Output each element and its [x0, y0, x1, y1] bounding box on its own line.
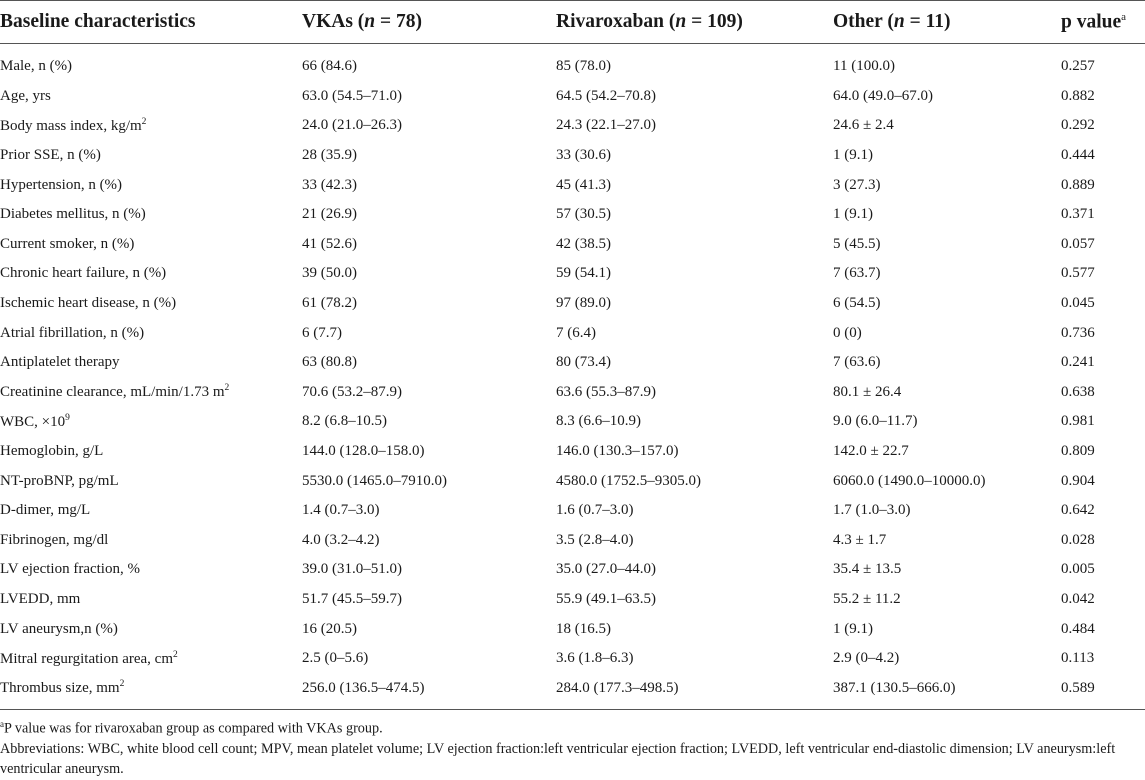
cell-characteristic: [0, 378, 302, 408]
cell-vkas: 63.0 (54.5–71.0): [302, 87, 402, 104]
cell-p-value: 0.638: [1061, 383, 1095, 400]
cell-characteristic: [0, 259, 302, 289]
cell-rivaroxaban: 3.5 (2.8–4.0): [556, 531, 634, 548]
unit-superscript: 9: [65, 412, 70, 423]
cell-characteristic: [0, 526, 302, 556]
cell-characteristic: [0, 555, 302, 585]
cell-characteristic: [0, 170, 302, 200]
cell-characteristic: [0, 289, 302, 319]
characteristic-label: Mitral regurgitation area, cm: [0, 650, 173, 667]
cell-rivaroxaban: 3.6 (1.8–6.3): [556, 650, 634, 667]
cell-p-value: 0.005: [1061, 561, 1095, 578]
cell-p-value: 0.882: [1061, 87, 1095, 104]
cell-p-value: 0.257: [1061, 58, 1095, 75]
header-other: [833, 1, 1061, 44]
cell-vkas: 63 (80.8): [302, 354, 357, 371]
table-row: [0, 44, 1145, 82]
characteristic-label: WBC, ×10: [0, 413, 66, 430]
table-row: [0, 141, 1145, 171]
footnote-a: [0, 714, 1145, 739]
cell-rivaroxaban: 45 (41.3): [556, 176, 611, 193]
characteristic-label: Hypertension, n (%): [0, 176, 123, 193]
cell-p-value: 0.589: [1061, 673, 1145, 709]
cell-vkas: 51.7 (45.5–59.7): [302, 590, 402, 607]
cell-vkas: 1.4 (0.7–3.0): [302, 502, 380, 519]
cell-rivaroxaban: 24.3 (22.1–27.0): [556, 117, 656, 134]
cell-characteristic: [0, 466, 302, 496]
characteristic-label: Current smoker, n (%): [0, 235, 135, 252]
cell-other: 24.6 ± 2.4: [833, 117, 894, 134]
cell-rivaroxaban: 97 (89.0): [556, 295, 611, 312]
cell-other: 1 (9.1): [833, 620, 873, 637]
footnote-abbreviations: Abbreviations: WBC, white blood cell count; MPV, mean platelet volume; LV ejection fraction:left ventricular ejection fraction; LVEDD, left ventricular end-diastolic dimension; LV aneurysm:left ventricular aneurysm.: [0, 740, 1116, 777]
table-row: [0, 437, 1145, 467]
cell-characteristic: [0, 673, 302, 709]
cell-p-value: 0.113: [1061, 650, 1095, 667]
cell-rivaroxaban: 80 (73.4): [556, 354, 611, 371]
cell-rivaroxaban: 64.5 (54.2–70.8): [556, 87, 656, 104]
cell-p-value: 0.045: [1061, 295, 1095, 312]
cell-p-value: 0.371: [1061, 206, 1095, 223]
header-vkas: [302, 1, 556, 44]
cell-rivaroxaban: 1.6 (0.7–3.0): [556, 502, 634, 519]
cell-other: 2.9 (0–4.2): [833, 650, 900, 667]
characteristic-label: Thrombus size, mm: [0, 680, 120, 697]
characteristic-label: Hemoglobin, g/L: [0, 443, 104, 460]
cell-other: 80.1 ± 26.4: [833, 383, 902, 400]
header-n: n: [893, 11, 905, 32]
cell-p-value: 0.057: [1061, 235, 1095, 252]
cell-other: 4.3 ± 1.7: [833, 531, 887, 548]
cell-p-value: 0.809: [1061, 443, 1095, 460]
table-row: [0, 82, 1145, 112]
cell-other: 35.4 ± 13.5: [833, 561, 902, 578]
characteristic-label: Ischemic heart disease, n (%): [0, 295, 177, 312]
table-row: [0, 466, 1145, 496]
cell-p-value: 0.484: [1061, 620, 1095, 637]
header-text: Baseline characteristics: [0, 11, 196, 32]
header-n: n: [675, 11, 687, 32]
cell-other: 3 (27.3): [833, 176, 881, 193]
cell-characteristic: [0, 496, 302, 526]
cell-vkas: 66 (84.6): [302, 58, 357, 75]
characteristic-label: Atrial fibrillation, n (%): [0, 324, 145, 341]
cell-vkas: 2.5 (0–5.6): [302, 650, 369, 667]
cell-rivaroxaban: 4580.0 (1752.5–9305.0): [556, 472, 701, 489]
cell-rivaroxaban: 7 (6.4): [556, 324, 596, 341]
cell-p-value: 0.444: [1061, 147, 1095, 164]
cell-characteristic: [0, 111, 302, 141]
cell-characteristic: [0, 614, 302, 644]
cell-vkas: 6 (7.7): [302, 324, 342, 341]
cell-p-value: 0.292: [1061, 117, 1095, 134]
cell-vkas: 41 (52.6): [302, 235, 357, 252]
cell-vkas: 144.0 (128.0–158.0): [302, 443, 425, 460]
cell-other: 7 (63.7): [833, 265, 881, 282]
unit-superscript: 2: [141, 116, 147, 127]
cell-rivaroxaban: 146.0 (130.3–157.0): [556, 443, 679, 460]
characteristic-label: Diabetes mellitus, n (%): [0, 206, 146, 223]
header-text: = 11): [904, 11, 951, 32]
cell-characteristic: [0, 585, 302, 615]
cell-rivaroxaban: 8.3 (6.6–10.9): [556, 413, 641, 430]
cell-rivaroxaban: 55.9 (49.1–63.5): [556, 590, 656, 607]
cell-other: 0 (0): [833, 324, 862, 341]
table-row: [0, 496, 1145, 526]
cell-vkas: 16 (20.5): [302, 620, 357, 637]
cell-other: 6 (54.5): [833, 295, 881, 312]
cell-p-value: 0.642: [1061, 502, 1095, 519]
cell-p-value: 0.981: [1061, 413, 1095, 430]
cell-characteristic: [0, 230, 302, 260]
header-text: Other (: [833, 11, 894, 32]
cell-rivaroxaban: 57 (30.5): [556, 206, 611, 223]
characteristic-label: Age, yrs: [0, 87, 51, 104]
cell-other: 55.2 ± 11.2: [833, 590, 901, 607]
table-row: [0, 673, 1145, 709]
cell-rivaroxaban: 59 (54.1): [556, 265, 611, 282]
cell-vkas: 39.0 (31.0–51.0): [302, 561, 402, 578]
cell-vkas: 21 (26.9): [302, 206, 357, 223]
characteristic-label: LV ejection fraction, %: [0, 561, 140, 578]
cell-characteristic: [0, 200, 302, 230]
cell-other: 1 (9.1): [833, 206, 873, 223]
characteristic-label: LV aneurysm,n (%): [0, 620, 118, 637]
cell-other: 9.0 (6.0–11.7): [833, 413, 918, 430]
table-row: [0, 230, 1145, 260]
table-footnotes: [0, 710, 1145, 779]
footnote-text: P value was for rivaroxaban group as compared with VKAs group.: [4, 720, 383, 737]
header-p-value: [1061, 1, 1145, 44]
table-row: [0, 526, 1145, 556]
cell-characteristic: [0, 407, 302, 437]
cell-characteristic: [0, 82, 302, 112]
characteristic-label: LVEDD, mm: [0, 590, 81, 607]
cell-vkas: 5530.0 (1465.0–7910.0): [302, 472, 447, 489]
characteristic-label: Creatinine clearance, mL/min/1.73 m: [0, 384, 225, 401]
cell-vkas: 256.0 (136.5–474.5): [302, 673, 556, 709]
cell-vkas: 33 (42.3): [302, 176, 357, 193]
cell-p-value: 0.241: [1061, 354, 1095, 371]
table-row: [0, 111, 1145, 141]
cell-p-value: 0.042: [1061, 590, 1095, 607]
cell-vkas: 70.6 (53.2–87.9): [302, 383, 402, 400]
table-row: [0, 318, 1145, 348]
table-row: [0, 378, 1145, 408]
cell-p-value: 0.028: [1061, 531, 1095, 548]
header-text: p value: [1061, 11, 1122, 33]
characteristic-label: Chronic heart failure, n (%): [0, 265, 167, 282]
cell-characteristic: [0, 44, 302, 82]
cell-characteristic: [0, 644, 302, 674]
table-row: [0, 348, 1145, 378]
cell-vkas: 28 (35.9): [302, 147, 357, 164]
characteristic-label: Antiplatelet therapy: [0, 354, 120, 371]
table-row: [0, 200, 1145, 230]
cell-characteristic: [0, 348, 302, 378]
cell-p-value: 0.736: [1061, 324, 1095, 341]
unit-superscript: 2: [173, 649, 178, 660]
footnote-superscript: a: [0, 719, 4, 730]
unit-superscript: 2: [119, 679, 125, 690]
header-row: [0, 1, 1145, 44]
cell-other: 1.7 (1.0–3.0): [833, 502, 911, 519]
cell-rivaroxaban: 33 (30.6): [556, 147, 611, 164]
table-body: [0, 44, 1145, 710]
cell-p-value: 0.904: [1061, 472, 1095, 489]
cell-p-value: 0.577: [1061, 265, 1095, 282]
header-text: VKAs (: [302, 11, 365, 32]
cell-rivaroxaban: 18 (16.5): [556, 620, 611, 637]
cell-vkas: 39 (50.0): [302, 265, 357, 282]
table-row: [0, 614, 1145, 644]
cell-other: 6060.0 (1490.0–10000.0): [833, 472, 986, 489]
cell-vkas: 61 (78.2): [302, 295, 357, 312]
cell-rivaroxaban: 284.0 (177.3–498.5): [556, 673, 833, 709]
cell-other: 7 (63.6): [833, 354, 881, 371]
unit-superscript: 2: [224, 383, 230, 394]
characteristic-label: Fibrinogen, mg/dl: [0, 531, 109, 548]
characteristic-label: Body mass index, kg/m: [0, 117, 142, 134]
cell-other: 387.1 (130.5–666.0): [833, 673, 1061, 709]
cell-characteristic: [0, 318, 302, 348]
table-row: [0, 259, 1145, 289]
characteristic-label: Prior SSE, n (%): [0, 147, 101, 164]
characteristic-label: NT-proBNP, pg/mL: [0, 472, 119, 489]
header-rivaroxaban: [556, 1, 833, 44]
cell-other: 5 (45.5): [833, 235, 881, 252]
table-row: [0, 585, 1145, 615]
cell-characteristic: [0, 141, 302, 171]
cell-vkas: 24.0 (21.0–26.3): [302, 117, 402, 134]
header-superscript: a: [1121, 10, 1127, 23]
header-text: = 109): [686, 11, 743, 32]
header-baseline-characteristics: [0, 1, 302, 44]
header-text: = 78): [375, 11, 423, 32]
characteristic-label: D-dimer, mg/L: [0, 502, 91, 519]
cell-rivaroxaban: 63.6 (55.3–87.9): [556, 383, 656, 400]
cell-characteristic: [0, 437, 302, 467]
cell-vkas: 4.0 (3.2–4.2): [302, 531, 380, 548]
cell-p-value: 0.889: [1061, 176, 1095, 193]
table-header: [0, 1, 1145, 44]
cell-other: 1 (9.1): [833, 147, 873, 164]
cell-other: 64.0 (49.0–67.0): [833, 87, 933, 104]
characteristic-label: Male, n (%): [0, 58, 73, 75]
table-row: [0, 170, 1145, 200]
table-row: [0, 407, 1145, 437]
table-row: [0, 644, 1145, 674]
cell-rivaroxaban: 35.0 (27.0–44.0): [556, 561, 656, 578]
cell-other: 142.0 ± 22.7: [833, 443, 909, 460]
cell-other: 11 (100.0): [833, 58, 895, 75]
table-row: [0, 289, 1145, 319]
header-n: n: [364, 11, 376, 32]
cell-rivaroxaban: 42 (38.5): [556, 235, 611, 252]
header-text: Rivaroxaban (: [556, 11, 676, 32]
cell-rivaroxaban: 85 (78.0): [556, 58, 611, 75]
cell-vkas: 8.2 (6.8–10.5): [302, 413, 387, 430]
table-row: [0, 555, 1145, 585]
